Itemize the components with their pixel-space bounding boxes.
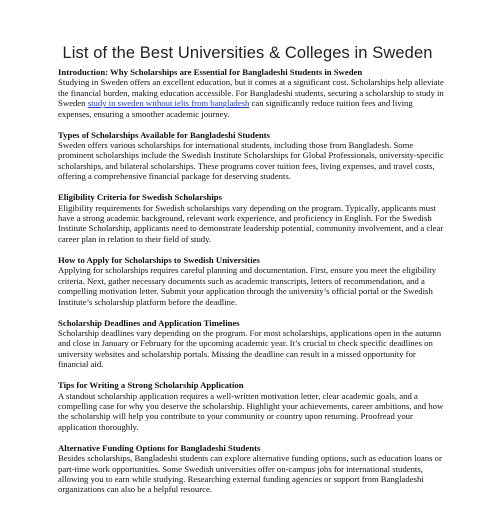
section-heading: How to Apply for Scholarships to Swedish Universities (58, 254, 260, 265)
section-text: Scholarship deadlines vary depending on the program. For most scholarships, applications open in the autumn and close in January or February for the upcoming academic year. It’s crucial to check specific deadlines on university websites and scholarship portals. Missing the deadline can result in a missed opportunity for financial aid. (58, 327, 442, 370)
section-text (58, 77, 448, 119)
section-heading: Scholarship Deadlines and Application Timelines (58, 317, 240, 328)
section-types-of-scholarships (58, 130, 448, 182)
section-text: Sweden offers various scholarships for international students, including those from Bangladesh. Some prominent scholarships include the Swedish Institute Scholarships for Global Professionals, university-specific scholarships, and bilateral scholarships. These programs cover tuition fees, living expenses, and travel costs, offering a comprehensive financial package for deserving students. (58, 140, 444, 182)
text-after-link: can significantly reduce tuition fees and living expenses, ensuring a smoother academic journey. (58, 98, 413, 119)
section-text: A standout scholarship application requires a well-written motivation letter, clear academic goals, and a compelling case for why you deserve the scholarship. Highlight your achievements, career ambitions, and how the scholarship will help you contribute to your community or country upon returning. Proofread your application thoroughly. (58, 390, 444, 432)
study-in-sweden-link[interactable]: study in sweden without ielts from bangladesh (87, 98, 250, 109)
section-heading: Eligibility Criteria for Swedish Scholarships (58, 192, 222, 203)
section-heading: Types of Scholarships Available for Bangladeshi Students (58, 129, 270, 140)
section-alternative-funding (58, 443, 448, 495)
text-before-link: Studying in Sweden offers an excellent education, but it comes at a significant cost. Scholarships help alleviate the financial burden, making education accessible. For Bangladeshi students, securing a scholarship to study in Sweden (58, 77, 444, 109)
section-text: Besides scholarships, Bangladeshi students can explore alternative funding options, such as education loans or part-time work opportunities. Some Swedish universities offer on-campus jobs for international students, allowing you to earn while studying. Researching external funding agencies or support from Bangladeshi organizations can also be a helpful resource. (58, 453, 442, 495)
section-eligibility (58, 192, 448, 244)
section-heading: Tips for Writing a Strong Scholarship Application (58, 380, 244, 391)
section-application-tips (58, 380, 448, 432)
section-heading: Alternative Funding Options for Bangladeshi Students (58, 442, 261, 453)
document-body (58, 67, 448, 505)
section-how-to-apply (58, 255, 448, 307)
page-title: List of the Best Universities & Colleges in Sweden (62, 44, 433, 62)
section-deadlines (58, 318, 448, 370)
section-introduction (58, 67, 448, 119)
section-heading: Introduction: Why Scholarships are Essential for Bangladeshi Students in Sweden (58, 67, 363, 77)
section-text: Eligibility requirements for Swedish scholarships vary depending on the program. Typically, applicants must have a strong academic background, relevant work experience, and proficiency in English. For the Swedish Institute Scholarship, applicants need to demonstrate leadership potential, community involvement, and a clear career plan in relation to their field of study. (58, 202, 444, 244)
section-text: Applying for scholarships requires careful planning and documentation. First, ensure you meet the eligibility criteria. Next, gather necessary documents such as academic transcripts, letters of recommendation, and a compelling motivation letter. Submit your application through the university’s official portal or the Swedish Institute’s scholarship platform before the deadline. (58, 265, 437, 307)
